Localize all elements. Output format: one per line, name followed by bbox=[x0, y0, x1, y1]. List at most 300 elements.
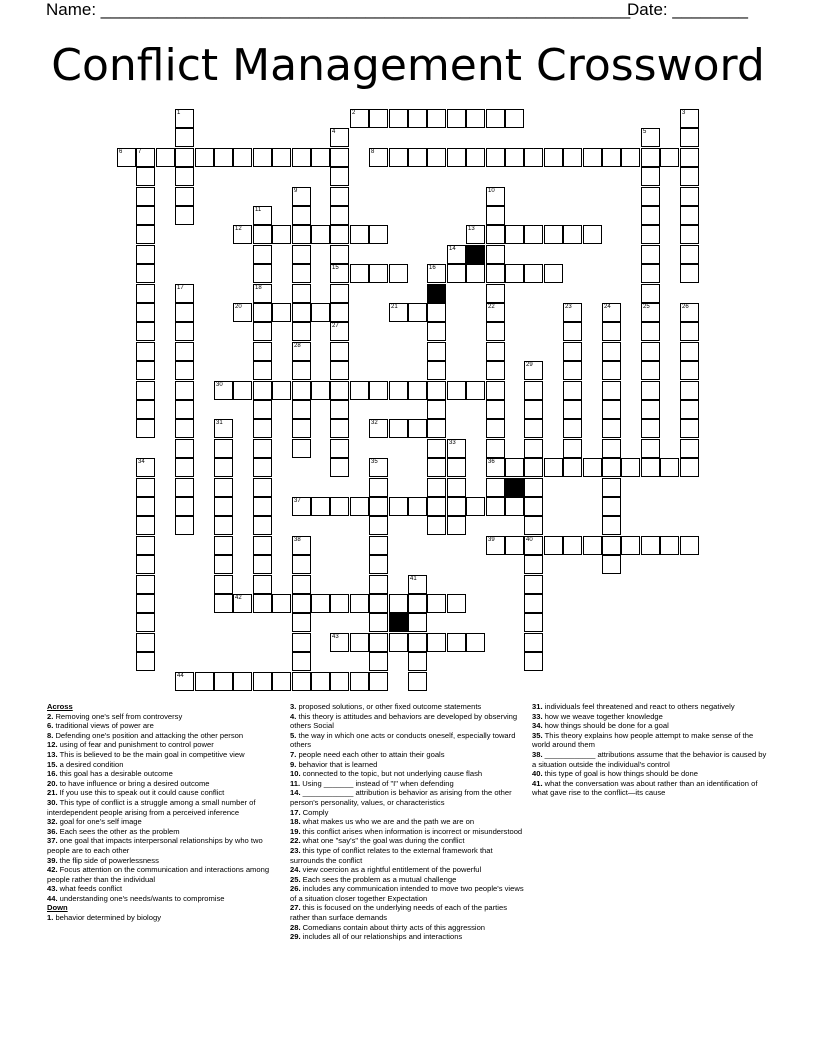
grid-cell[interactable] bbox=[563, 361, 582, 380]
grid-cell[interactable] bbox=[680, 342, 699, 361]
grid-cell[interactable] bbox=[680, 245, 699, 264]
grid-cell[interactable] bbox=[486, 342, 505, 361]
grid-cell[interactable] bbox=[369, 458, 388, 477]
grid-cell[interactable] bbox=[136, 478, 155, 497]
grid-cell[interactable] bbox=[466, 225, 485, 244]
grid-cell[interactable] bbox=[350, 381, 369, 400]
grid-cell[interactable] bbox=[680, 109, 699, 128]
grid-cell[interactable] bbox=[253, 458, 272, 477]
grid-cell[interactable] bbox=[214, 536, 233, 555]
grid-cell[interactable] bbox=[253, 672, 272, 691]
grid-cell[interactable] bbox=[602, 555, 621, 574]
grid-cell[interactable] bbox=[680, 419, 699, 438]
grid-cell[interactable] bbox=[641, 439, 660, 458]
grid-cell[interactable] bbox=[660, 458, 679, 477]
grid-cell[interactable] bbox=[447, 381, 466, 400]
grid-cell[interactable] bbox=[369, 478, 388, 497]
grid-cell[interactable] bbox=[524, 381, 543, 400]
grid-cell[interactable] bbox=[214, 478, 233, 497]
grid-cell[interactable] bbox=[253, 264, 272, 283]
grid-cell[interactable] bbox=[447, 148, 466, 167]
grid-cell[interactable] bbox=[524, 458, 543, 477]
grid-cell[interactable] bbox=[136, 148, 155, 167]
grid-cell[interactable] bbox=[369, 613, 388, 632]
grid-cell[interactable] bbox=[486, 478, 505, 497]
grid-cell[interactable] bbox=[602, 148, 621, 167]
grid-cell[interactable] bbox=[350, 497, 369, 516]
grid-cell[interactable] bbox=[505, 148, 524, 167]
grid-cell[interactable] bbox=[602, 536, 621, 555]
grid-cell[interactable] bbox=[486, 303, 505, 322]
grid-cell[interactable] bbox=[253, 516, 272, 535]
grid-cell[interactable] bbox=[175, 342, 194, 361]
grid-cell[interactable] bbox=[350, 633, 369, 652]
grid-cell[interactable] bbox=[408, 613, 427, 632]
grid-cell[interactable] bbox=[408, 109, 427, 128]
grid-cell[interactable] bbox=[447, 109, 466, 128]
grid-cell[interactable] bbox=[292, 361, 311, 380]
grid-cell[interactable] bbox=[427, 400, 446, 419]
grid-cell[interactable] bbox=[330, 148, 349, 167]
grid-cell[interactable] bbox=[486, 284, 505, 303]
grid-cell[interactable] bbox=[408, 594, 427, 613]
grid-cell[interactable] bbox=[136, 536, 155, 555]
grid-cell[interactable] bbox=[311, 303, 330, 322]
grid-cell[interactable] bbox=[350, 594, 369, 613]
grid-cell[interactable] bbox=[136, 264, 155, 283]
grid-cell[interactable] bbox=[447, 264, 466, 283]
grid-cell[interactable] bbox=[350, 672, 369, 691]
grid-cell[interactable] bbox=[292, 633, 311, 652]
grid-cell[interactable] bbox=[253, 478, 272, 497]
grid-cell[interactable] bbox=[427, 322, 446, 341]
grid-cell[interactable] bbox=[311, 594, 330, 613]
grid-cell[interactable] bbox=[563, 381, 582, 400]
grid-cell[interactable] bbox=[641, 381, 660, 400]
grid-cell[interactable] bbox=[660, 148, 679, 167]
grid-cell[interactable] bbox=[602, 303, 621, 322]
grid-cell[interactable] bbox=[175, 361, 194, 380]
grid-cell[interactable] bbox=[447, 478, 466, 497]
grid-cell[interactable] bbox=[136, 322, 155, 341]
grid-cell[interactable] bbox=[330, 245, 349, 264]
grid-cell[interactable] bbox=[602, 342, 621, 361]
grid-cell[interactable] bbox=[253, 419, 272, 438]
grid-cell[interactable] bbox=[272, 672, 291, 691]
grid-cell[interactable] bbox=[544, 264, 563, 283]
grid-cell[interactable] bbox=[330, 497, 349, 516]
grid-cell[interactable] bbox=[253, 575, 272, 594]
grid-cell[interactable] bbox=[505, 497, 524, 516]
grid-cell[interactable] bbox=[253, 361, 272, 380]
grid-cell[interactable] bbox=[175, 400, 194, 419]
grid-cell[interactable] bbox=[486, 497, 505, 516]
grid-cell[interactable] bbox=[544, 458, 563, 477]
grid-cell[interactable] bbox=[583, 458, 602, 477]
grid-cell[interactable] bbox=[389, 303, 408, 322]
grid-cell[interactable] bbox=[680, 322, 699, 341]
grid-cell[interactable] bbox=[214, 672, 233, 691]
grid-cell[interactable] bbox=[330, 225, 349, 244]
grid-cell[interactable] bbox=[486, 381, 505, 400]
grid-cell[interactable] bbox=[330, 594, 349, 613]
grid-cell[interactable] bbox=[369, 264, 388, 283]
grid-cell[interactable] bbox=[214, 381, 233, 400]
grid-cell[interactable] bbox=[524, 225, 543, 244]
grid-cell[interactable] bbox=[447, 633, 466, 652]
grid-cell[interactable] bbox=[602, 458, 621, 477]
grid-cell[interactable] bbox=[292, 381, 311, 400]
grid-cell[interactable] bbox=[136, 206, 155, 225]
grid-cell[interactable] bbox=[389, 381, 408, 400]
grid-cell[interactable] bbox=[486, 439, 505, 458]
grid-cell[interactable] bbox=[292, 439, 311, 458]
grid-cell[interactable] bbox=[292, 555, 311, 574]
grid-cell[interactable] bbox=[680, 400, 699, 419]
grid-cell[interactable] bbox=[408, 303, 427, 322]
grid-cell[interactable] bbox=[330, 672, 349, 691]
grid-cell[interactable] bbox=[369, 225, 388, 244]
grid-cell[interactable] bbox=[680, 264, 699, 283]
grid-cell[interactable] bbox=[524, 613, 543, 632]
grid-cell[interactable] bbox=[330, 381, 349, 400]
grid-cell[interactable] bbox=[524, 400, 543, 419]
grid-cell[interactable] bbox=[602, 497, 621, 516]
grid-cell[interactable] bbox=[563, 303, 582, 322]
grid-cell[interactable] bbox=[486, 458, 505, 477]
grid-cell[interactable] bbox=[292, 536, 311, 555]
grid-cell[interactable] bbox=[253, 148, 272, 167]
grid-cell[interactable] bbox=[427, 109, 446, 128]
grid-cell[interactable] bbox=[641, 225, 660, 244]
grid-cell[interactable] bbox=[524, 594, 543, 613]
grid-cell[interactable] bbox=[486, 536, 505, 555]
grid-cell[interactable] bbox=[136, 575, 155, 594]
grid-cell[interactable] bbox=[136, 497, 155, 516]
grid-cell[interactable] bbox=[175, 148, 194, 167]
grid-cell[interactable] bbox=[408, 672, 427, 691]
grid-cell[interactable] bbox=[602, 419, 621, 438]
grid-cell[interactable] bbox=[427, 148, 446, 167]
grid-cell[interactable] bbox=[583, 225, 602, 244]
grid-cell[interactable] bbox=[175, 419, 194, 438]
grid-cell[interactable] bbox=[311, 381, 330, 400]
grid-cell[interactable] bbox=[583, 148, 602, 167]
grid-cell[interactable] bbox=[369, 497, 388, 516]
grid-cell[interactable] bbox=[292, 187, 311, 206]
grid-cell[interactable] bbox=[447, 516, 466, 535]
date-field[interactable]: Date: ________ bbox=[627, 0, 748, 19]
grid-cell[interactable] bbox=[330, 439, 349, 458]
grid-cell[interactable] bbox=[292, 400, 311, 419]
grid-cell[interactable] bbox=[136, 555, 155, 574]
grid-cell[interactable] bbox=[427, 381, 446, 400]
grid-cell[interactable] bbox=[641, 128, 660, 147]
grid-cell[interactable] bbox=[563, 536, 582, 555]
grid-cell[interactable] bbox=[253, 322, 272, 341]
grid-cell[interactable] bbox=[641, 167, 660, 186]
grid-cell[interactable] bbox=[272, 303, 291, 322]
grid-cell[interactable] bbox=[272, 225, 291, 244]
grid-cell[interactable] bbox=[427, 303, 446, 322]
grid-cell[interactable] bbox=[427, 439, 446, 458]
grid-cell[interactable] bbox=[447, 458, 466, 477]
grid-cell[interactable] bbox=[272, 594, 291, 613]
grid-cell[interactable] bbox=[641, 148, 660, 167]
grid-cell[interactable] bbox=[136, 419, 155, 438]
grid-cell[interactable] bbox=[330, 361, 349, 380]
grid-cell[interactable] bbox=[389, 419, 408, 438]
grid-cell[interactable] bbox=[233, 672, 252, 691]
grid-cell[interactable] bbox=[136, 633, 155, 652]
grid-cell[interactable] bbox=[408, 652, 427, 671]
grid-cell[interactable] bbox=[544, 225, 563, 244]
grid-cell[interactable] bbox=[427, 478, 446, 497]
grid-cell[interactable] bbox=[136, 342, 155, 361]
grid-cell[interactable] bbox=[447, 594, 466, 613]
grid-cell[interactable] bbox=[621, 458, 640, 477]
grid-cell[interactable] bbox=[175, 478, 194, 497]
grid-cell[interactable] bbox=[195, 672, 214, 691]
grid-cell[interactable] bbox=[427, 516, 446, 535]
grid-cell[interactable] bbox=[427, 361, 446, 380]
grid-cell[interactable] bbox=[389, 109, 408, 128]
grid-cell[interactable] bbox=[369, 594, 388, 613]
grid-cell[interactable] bbox=[427, 419, 446, 438]
grid-cell[interactable] bbox=[486, 148, 505, 167]
grid-cell[interactable] bbox=[214, 575, 233, 594]
grid-cell[interactable] bbox=[641, 303, 660, 322]
grid-cell[interactable] bbox=[311, 225, 330, 244]
grid-cell[interactable] bbox=[369, 381, 388, 400]
grid-cell[interactable] bbox=[214, 419, 233, 438]
grid-cell[interactable] bbox=[602, 322, 621, 341]
grid-cell[interactable] bbox=[233, 594, 252, 613]
grid-cell[interactable] bbox=[136, 245, 155, 264]
grid-cell[interactable] bbox=[486, 109, 505, 128]
grid-cell[interactable] bbox=[175, 516, 194, 535]
grid-cell[interactable] bbox=[447, 245, 466, 264]
grid-cell[interactable] bbox=[680, 361, 699, 380]
grid-cell[interactable] bbox=[292, 206, 311, 225]
grid-cell[interactable] bbox=[292, 245, 311, 264]
grid-cell[interactable] bbox=[641, 342, 660, 361]
grid-cell[interactable] bbox=[330, 264, 349, 283]
grid-cell[interactable] bbox=[486, 361, 505, 380]
grid-cell[interactable] bbox=[214, 555, 233, 574]
grid-cell[interactable] bbox=[602, 381, 621, 400]
grid-cell[interactable] bbox=[330, 167, 349, 186]
grid-cell[interactable] bbox=[253, 245, 272, 264]
grid-cell[interactable] bbox=[408, 381, 427, 400]
grid-cell[interactable] bbox=[602, 516, 621, 535]
grid-cell[interactable] bbox=[466, 497, 485, 516]
grid-cell[interactable] bbox=[389, 148, 408, 167]
grid-cell[interactable] bbox=[680, 381, 699, 400]
grid-cell[interactable] bbox=[136, 225, 155, 244]
grid-cell[interactable] bbox=[136, 284, 155, 303]
grid-cell[interactable] bbox=[233, 381, 252, 400]
grid-cell[interactable] bbox=[292, 672, 311, 691]
grid-cell[interactable] bbox=[602, 478, 621, 497]
grid-cell[interactable] bbox=[292, 284, 311, 303]
grid-cell[interactable] bbox=[292, 497, 311, 516]
grid-cell[interactable] bbox=[175, 672, 194, 691]
grid-cell[interactable] bbox=[292, 322, 311, 341]
grid-cell[interactable] bbox=[641, 536, 660, 555]
grid-cell[interactable] bbox=[136, 187, 155, 206]
grid-cell[interactable] bbox=[447, 497, 466, 516]
grid-cell[interactable] bbox=[389, 497, 408, 516]
grid-cell[interactable] bbox=[330, 322, 349, 341]
grid-cell[interactable] bbox=[563, 342, 582, 361]
grid-cell[interactable] bbox=[466, 633, 485, 652]
grid-cell[interactable] bbox=[369, 652, 388, 671]
grid-cell[interactable] bbox=[680, 536, 699, 555]
grid-cell[interactable] bbox=[175, 322, 194, 341]
grid-cell[interactable] bbox=[505, 225, 524, 244]
grid-cell[interactable] bbox=[175, 381, 194, 400]
grid-cell[interactable] bbox=[253, 400, 272, 419]
grid-cell[interactable] bbox=[253, 439, 272, 458]
grid-cell[interactable] bbox=[680, 128, 699, 147]
grid-cell[interactable] bbox=[292, 148, 311, 167]
grid-cell[interactable] bbox=[524, 148, 543, 167]
grid-cell[interactable] bbox=[427, 458, 446, 477]
grid-cell[interactable] bbox=[466, 381, 485, 400]
grid-cell[interactable] bbox=[505, 264, 524, 283]
grid-cell[interactable] bbox=[350, 109, 369, 128]
grid-cell[interactable] bbox=[641, 400, 660, 419]
grid-cell[interactable] bbox=[486, 225, 505, 244]
grid-cell[interactable] bbox=[311, 497, 330, 516]
grid-cell[interactable] bbox=[330, 633, 349, 652]
grid-cell[interactable] bbox=[486, 187, 505, 206]
grid-cell[interactable] bbox=[253, 225, 272, 244]
grid-cell[interactable] bbox=[253, 303, 272, 322]
grid-cell[interactable] bbox=[292, 613, 311, 632]
grid-cell[interactable] bbox=[136, 613, 155, 632]
grid-cell[interactable] bbox=[544, 536, 563, 555]
grid-cell[interactable] bbox=[136, 652, 155, 671]
grid-cell[interactable] bbox=[466, 148, 485, 167]
grid-cell[interactable] bbox=[641, 245, 660, 264]
grid-cell[interactable] bbox=[311, 672, 330, 691]
grid-cell[interactable] bbox=[408, 575, 427, 594]
grid-cell[interactable] bbox=[253, 206, 272, 225]
grid-cell[interactable] bbox=[136, 458, 155, 477]
grid-cell[interactable] bbox=[253, 536, 272, 555]
grid-cell[interactable] bbox=[175, 284, 194, 303]
grid-cell[interactable] bbox=[175, 439, 194, 458]
grid-cell[interactable] bbox=[408, 497, 427, 516]
grid-cell[interactable] bbox=[292, 264, 311, 283]
grid-cell[interactable] bbox=[466, 264, 485, 283]
grid-cell[interactable] bbox=[350, 264, 369, 283]
grid-cell[interactable] bbox=[602, 361, 621, 380]
grid-cell[interactable] bbox=[486, 206, 505, 225]
grid-cell[interactable] bbox=[563, 322, 582, 341]
grid-cell[interactable] bbox=[292, 652, 311, 671]
grid-cell[interactable] bbox=[175, 187, 194, 206]
grid-cell[interactable] bbox=[563, 458, 582, 477]
grid-cell[interactable] bbox=[524, 361, 543, 380]
grid-cell[interactable] bbox=[233, 148, 252, 167]
grid-cell[interactable] bbox=[369, 536, 388, 555]
grid-cell[interactable] bbox=[253, 381, 272, 400]
grid-cell[interactable] bbox=[680, 206, 699, 225]
grid-cell[interactable] bbox=[253, 555, 272, 574]
grid-cell[interactable] bbox=[214, 458, 233, 477]
grid-cell[interactable] bbox=[524, 555, 543, 574]
grid-cell[interactable] bbox=[563, 439, 582, 458]
grid-cell[interactable] bbox=[233, 225, 252, 244]
grid-cell[interactable] bbox=[117, 148, 136, 167]
grid-cell[interactable] bbox=[660, 536, 679, 555]
grid-cell[interactable] bbox=[292, 303, 311, 322]
grid-cell[interactable] bbox=[330, 284, 349, 303]
grid-cell[interactable] bbox=[369, 109, 388, 128]
grid-cell[interactable] bbox=[369, 148, 388, 167]
grid-cell[interactable] bbox=[369, 672, 388, 691]
grid-cell[interactable] bbox=[175, 206, 194, 225]
grid-cell[interactable] bbox=[175, 497, 194, 516]
grid-cell[interactable] bbox=[253, 284, 272, 303]
grid-cell[interactable] bbox=[195, 148, 214, 167]
grid-cell[interactable] bbox=[233, 303, 252, 322]
grid-cell[interactable] bbox=[330, 419, 349, 438]
grid-cell[interactable] bbox=[214, 439, 233, 458]
grid-cell[interactable] bbox=[136, 361, 155, 380]
grid-cell[interactable] bbox=[389, 594, 408, 613]
grid-cell[interactable] bbox=[214, 594, 233, 613]
grid-cell[interactable] bbox=[330, 342, 349, 361]
grid-cell[interactable] bbox=[641, 419, 660, 438]
grid-cell[interactable] bbox=[330, 187, 349, 206]
grid-cell[interactable] bbox=[427, 264, 446, 283]
grid-cell[interactable] bbox=[330, 303, 349, 322]
grid-cell[interactable] bbox=[524, 516, 543, 535]
grid-cell[interactable] bbox=[544, 148, 563, 167]
grid-cell[interactable] bbox=[641, 187, 660, 206]
grid-cell[interactable] bbox=[602, 439, 621, 458]
grid-cell[interactable] bbox=[524, 575, 543, 594]
grid-cell[interactable] bbox=[680, 225, 699, 244]
grid-cell[interactable] bbox=[369, 419, 388, 438]
grid-cell[interactable] bbox=[641, 284, 660, 303]
grid-cell[interactable] bbox=[680, 167, 699, 186]
grid-cell[interactable] bbox=[486, 419, 505, 438]
grid-cell[interactable] bbox=[563, 225, 582, 244]
grid-cell[interactable] bbox=[369, 575, 388, 594]
grid-cell[interactable] bbox=[621, 536, 640, 555]
grid-cell[interactable] bbox=[427, 342, 446, 361]
grid-cell[interactable] bbox=[524, 264, 543, 283]
grid-cell[interactable] bbox=[136, 303, 155, 322]
grid-cell[interactable] bbox=[641, 458, 660, 477]
grid-cell[interactable] bbox=[292, 342, 311, 361]
grid-cell[interactable] bbox=[486, 400, 505, 419]
grid-cell[interactable] bbox=[311, 148, 330, 167]
grid-cell[interactable] bbox=[292, 419, 311, 438]
grid-cell[interactable] bbox=[408, 419, 427, 438]
grid-cell[interactable] bbox=[641, 206, 660, 225]
grid-cell[interactable] bbox=[350, 225, 369, 244]
grid-cell[interactable] bbox=[292, 594, 311, 613]
grid-cell[interactable] bbox=[563, 419, 582, 438]
grid-cell[interactable] bbox=[272, 148, 291, 167]
grid-cell[interactable] bbox=[175, 303, 194, 322]
